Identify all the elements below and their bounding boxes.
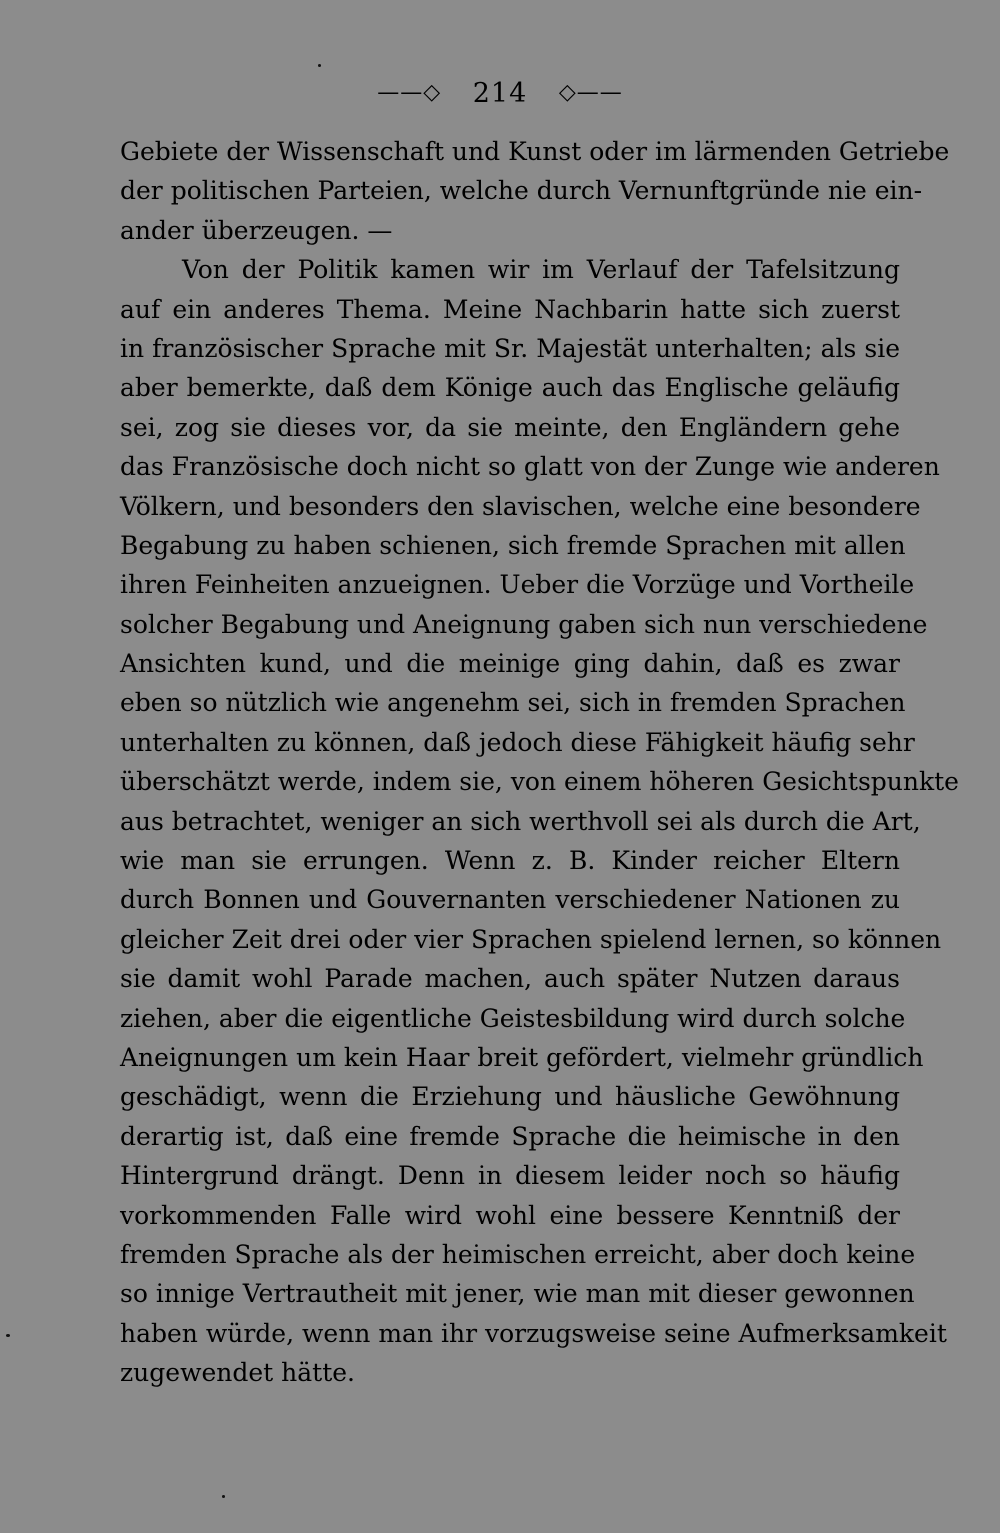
text-line: durch Bonnen und Gouvernanten verschiedener Nationen zu — [120, 885, 900, 915]
text-line: ziehen, aber die eigentliche Geistesbildung wird durch solche — [120, 1003, 906, 1033]
text-line: wie man sie errungen. Wenn z. B. Kinder reicher Eltern — [120, 846, 900, 876]
text-line: Von der Politik kamen wir im Verlauf der Tafelsitzung — [182, 255, 900, 285]
text-line: gleicher Zeit drei oder vier Sprachen spielend lernen, so können — [120, 924, 942, 954]
text-line: eben so nützlich wie angenehm sei, sich in fremden Sprachen — [120, 688, 906, 718]
text-line: aber bemerkte, daß dem Könige auch das Englische geläufig — [120, 373, 900, 403]
text-line: so innige Vertrautheit mit jener, wie man mit dieser gewonnen — [120, 1279, 915, 1309]
text-line: Begabung zu haben schienen, sich fremde Sprachen mit allen — [120, 530, 906, 560]
text-line: ihren Feinheiten anzueignen. Ueber die Vorzüge und Vortheile — [120, 570, 915, 600]
text-line: Völkern, und besonders den slavischen, welche eine besondere — [120, 491, 921, 521]
scan-speck — [222, 1495, 225, 1498]
text-line: das Französische doch nicht so glatt von der Zunge wie anderen — [120, 452, 940, 482]
page-header — [0, 78, 1000, 109]
page-number: 214 — [472, 78, 528, 109]
text-line: haben würde, wenn man ihr vorzugsweise seine Aufmerksamkeit — [120, 1318, 947, 1348]
text-line: vorkommenden Falle wird wohl eine bessere Kenntniß der — [120, 1200, 900, 1230]
header-ornament-right: ◇—— — [558, 80, 623, 105]
header-ornament-left: ——◇ — [377, 80, 442, 105]
text-line: derartig ist, daß eine fremde Sprache die heimische in den — [120, 1121, 900, 1151]
text-line: sie damit wohl Parade machen, auch später Nutzen daraus — [120, 964, 900, 994]
text-line: unterhalten zu können, daß jedoch diese Fähigkeit häufig sehr — [120, 727, 915, 757]
scan-speck — [6, 1334, 10, 1337]
text-line: Ansichten kund, und die meinige ging dahin, daß es zwar — [120, 649, 900, 679]
text-line: geschädigt, wenn die Erziehung und häusliche Gewöhnung — [120, 1082, 900, 1112]
text-line: zugewendet hätte. — [120, 1358, 355, 1388]
scan-speck — [318, 64, 321, 67]
text-line: Aneignungen um kein Haar breit gefördert, vielmehr gründlich — [120, 1042, 924, 1072]
text-line: ander überzeugen. — — [120, 215, 393, 245]
text-line: solcher Begabung und Aneignung gaben sich nun verschiedene — [120, 609, 928, 639]
text-line: überschätzt werde, indem sie, von einem höheren Gesichtspunkte — [120, 767, 959, 797]
text-line: fremden Sprache als der heimischen erreicht, aber doch keine — [120, 1239, 916, 1269]
text-line: der politischen Parteien, welche durch Vernunftgründe nie ein- — [120, 176, 923, 206]
text-line: aus betrachtet, weniger an sich werthvoll sei als durch die Art, — [120, 806, 921, 836]
text-line: sei, zog sie dieses vor, da sie meinte, den Engländern gehe — [120, 412, 900, 442]
text-line: auf ein anderes Thema. Meine Nachbarin hatte sich zuerst — [120, 294, 900, 324]
text-line: Hintergrund drängt. Denn in diesem leider noch so häufig — [120, 1161, 900, 1191]
body-text — [120, 132, 959, 1393]
text-line: Gebiete der Wissenschaft und Kunst oder im lärmenden Getriebe — [120, 137, 950, 166]
text-line: in französischer Sprache mit Sr. Majestät unterhalten; als sie — [120, 333, 900, 363]
